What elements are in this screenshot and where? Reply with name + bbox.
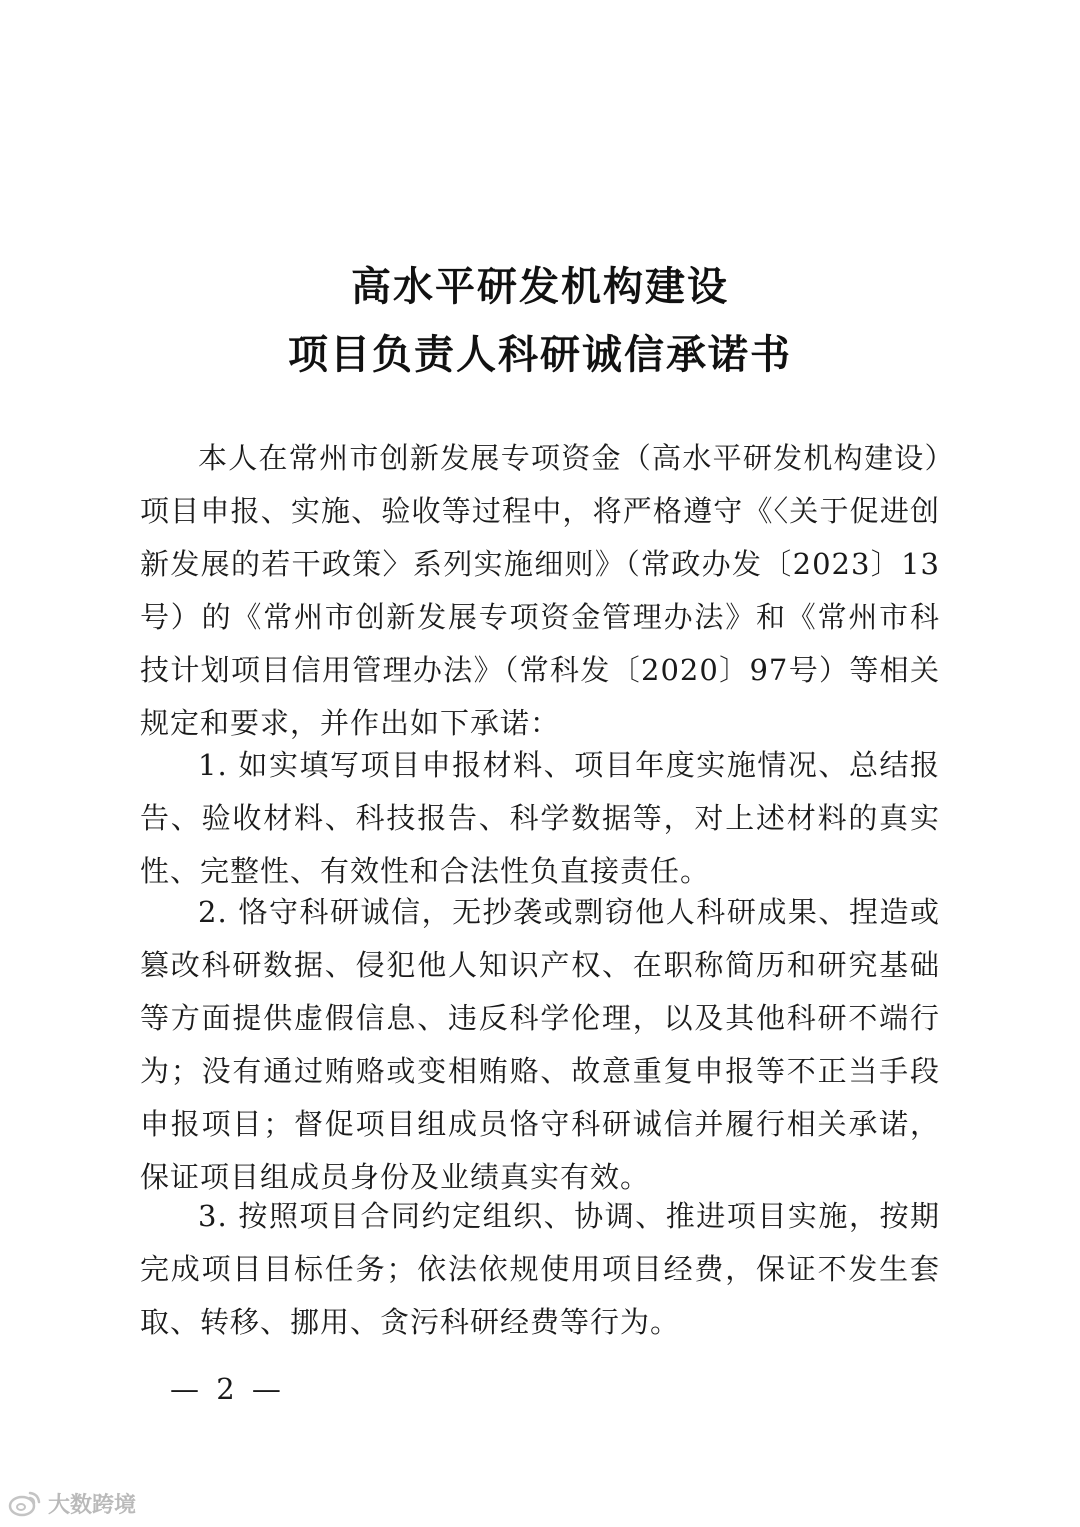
watermark-text: 大数跨境 (48, 1492, 137, 1518)
page-number: — 2 — (170, 1372, 285, 1406)
commitment-item-2: 2. 恪守科研诚信，无抄袭或剽窃他人科研成果、捏造或篡改科研数据、侵犯他人知识产权、在职称简历和研究基础等方面提供虚假信息、违反科学伦理，以及其他科研不端行为；没有通过贿赂或变相贿赂、故意重复申报等不正当手段申报项目；督促项目组成员恪守科研诚信并履行相关承诺，保证项目组成员身份及业绩真实有效。 (140, 895, 940, 1194)
document-title-line-1: 高水平研发机构建设 (351, 264, 729, 310)
commitment-item-3: 3. 按照项目合同约定组织、协调、推进项目实施，按期完成项目目标任务；依法依规使用项目经费，保证不发生套取、转移、挪用、贪污科研经费等行为。 (140, 1199, 940, 1339)
watermark (8, 1488, 136, 1518)
weibo-logo-icon (8, 1489, 42, 1517)
intro-paragraph: 本人在常州市创新发展专项资金（高水平研发机构建设）项目申报、实施、验收等过程中，将严格遵守《〈关于促进创新发展的若干政策〉系列实施细则》（常政办发〔2023〕13号）的《常州市创新发展专项资金管理办法》和《常州市科技计划项目信用管理办法》（常科发〔2020〕97号）等相关规定和要求，并作出如下承诺： (140, 441, 940, 740)
document-title-line-2: 项目负责人科研诚信承诺书 (288, 332, 792, 378)
commitment-item-1: 1. 如实填写项目申报材料、项目年度实施情况、总结报告、验收材料、科技报告、科学数据等，对上述材料的真实性、完整性、有效性和合法性负直接责任。 (140, 748, 940, 888)
